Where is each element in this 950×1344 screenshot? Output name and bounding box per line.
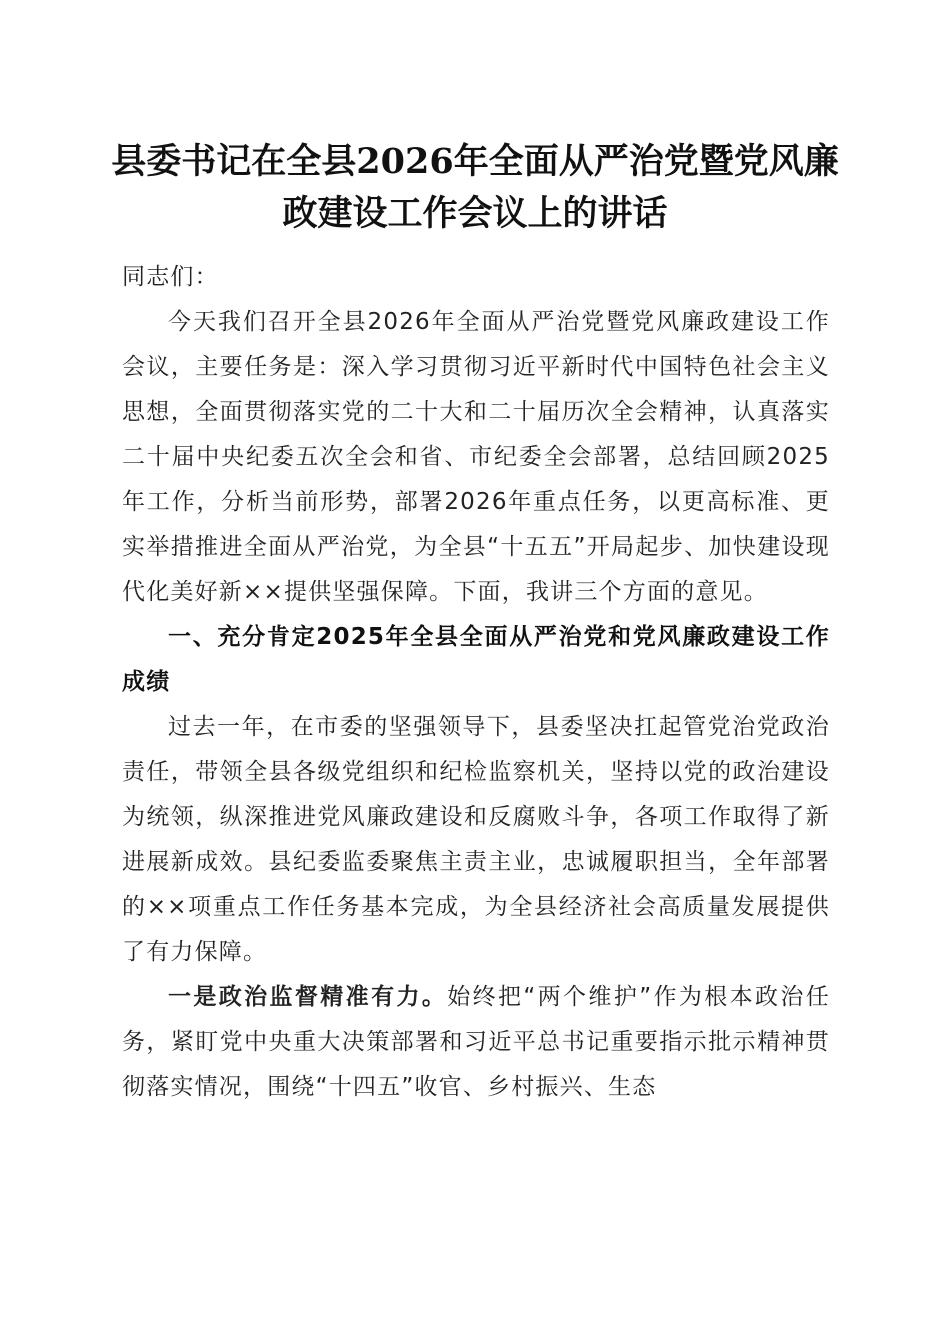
point-1-lead: 一是政治监督精准有力。 [168, 984, 448, 1010]
point-1-paragraph [122, 975, 830, 1110]
intro-paragraph: 今天我们召开全县2026年全面从严治党暨党风廉政建设工作会议，主要任务是：深入学习贯彻习近平新时代中国特色社会主义思想，全面贯彻落实党的二十大和二十届历次全会精神，认真落实二十届中央纪委五次全会和省、市纪委全会部署，总结回顾2025年工作，分析当前形势，部署2026年重点任务，以更高标准、更实举措推进全面从严治党，为全县“十五五”开局起步、加快建设现代化美好新××提供坚强保障。下面，我讲三个方面的意见。 [122, 309, 830, 605]
section-1-paragraph: 过去一年，在市委的坚强领导下，县委坚决扛起管党治党政治责任，带领全县各级党组织和纪检监察机关，坚持以党的政治建设为统领，纵深推进党风廉政建设和反腐败斗争，各项工作取得了新进展新成效。县纪委监委聚焦主责主业，忠诚履职担当，全年部署的××项重点工作任务基本完成，为全县经济社会高质量发展提供了有力保障。 [122, 714, 830, 965]
section-1-heading: 一、充分肯定2025年全县全面从严治党和党风廉政建设工作成绩 [122, 624, 830, 695]
point-1-body: 始终把“两个维护”作为根本政治任务，紧盯党中央重大决策部署和习近平总书记重要指示批示精神贯彻落实情况，围绕“十四五”收官、乡村振兴、生态 [122, 984, 830, 1100]
salutation: 同志们： [122, 264, 219, 290]
document-title: 县委书记在全县2026年全面从严治党暨党风廉政建设工作会议上的讲话 [111, 141, 839, 234]
document-body [122, 255, 830, 1110]
